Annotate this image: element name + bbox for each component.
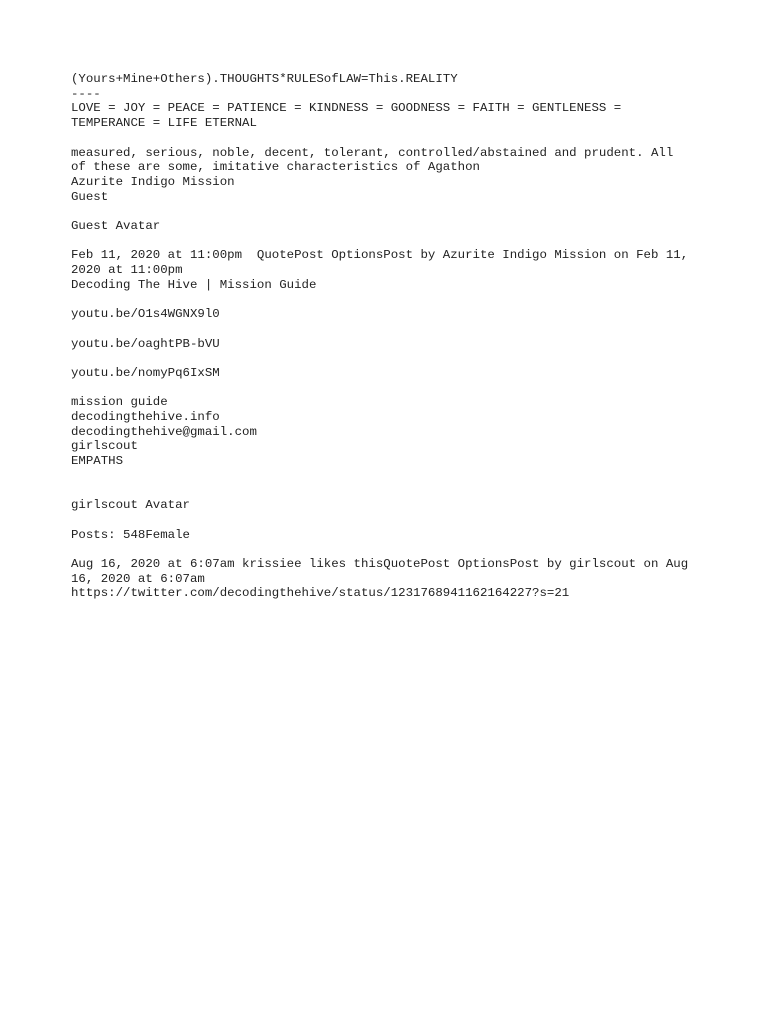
post1-footer-mission-guide: mission guide [71,395,168,410]
post1-footer-website[interactable]: decodingthehive.info [71,410,220,425]
post1-link-1[interactable]: youtu.be/O1s4WGNX9l0 [71,307,220,322]
post2-meta-line-2: 16, 2020 at 6:07am [71,571,205,586]
post1-link-2[interactable]: youtu.be/oaghtPB-bVU [71,336,220,351]
post2-author[interactable]: girlscout [71,439,138,454]
post2-avatar: girlscout Avatar [71,498,190,513]
post1-meta-line-1[interactable]: Feb 11, 2020 at 11:00pm QuotePost OptionsPost by Azurite Indigo Mission on Feb 11, [71,248,689,263]
post1-author[interactable]: Azurite Indigo Mission [71,174,235,189]
forum-page [71,72,711,601]
formula-text: (Yours+Mine+Others).THOUGHTS*RULESofLAW=This.REALITY [71,72,458,86]
post1-footer-email[interactable]: decodingthehive@gmail.com [71,424,257,439]
post1-avatar: Guest Avatar [71,219,161,233]
signature-line-2: of these are some, imitative characteristics of Agathon [71,160,480,175]
post1-link-3[interactable]: youtu.be/nomyPq6IxSM [71,365,220,380]
post2-meta-line-1[interactable]: Aug 16, 2020 at 6:07am krissiee likes thisQuotePost OptionsPost by girlscout on Aug [71,557,689,572]
post1-title: Decoding The Hive | Mission Guide [71,277,317,292]
virtues-line-1: LOVE = JOY = PEACE = PATIENCE = KINDNESS = GOODNESS = FAITH = GENTLENESS = [71,101,622,116]
signature-line-1: measured, serious, noble, decent, tolerant, controlled/abstained and prudent. All [71,145,674,160]
post2-twitter-link[interactable]: https://twitter.com/decodingthehive/status/1231768941162164227?s=21 [71,586,570,601]
separator: ---- [71,86,101,101]
virtues-line-2: TEMPERANCE = LIFE ETERNAL [71,116,257,131]
post2-group: EMPATHS [71,454,124,469]
post2-posts-info: Posts: 548Female [71,527,190,542]
post1-role: Guest [71,189,109,204]
post1-meta-line-2: 2020 at 11:00pm [71,263,183,278]
